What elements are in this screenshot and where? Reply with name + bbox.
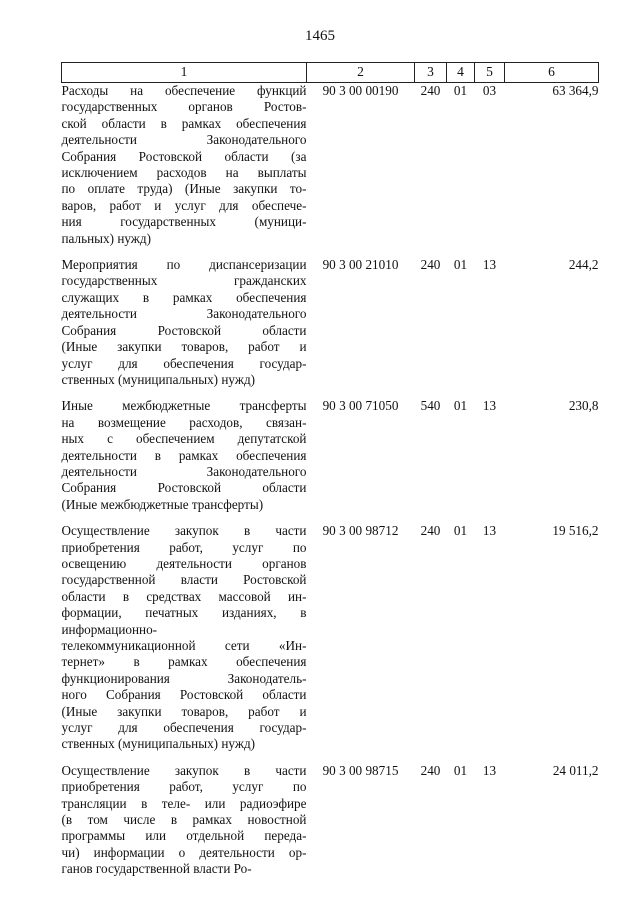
description-line: приобретения работ, услуг по <box>61 779 307 795</box>
row-subsection: 13 <box>482 762 497 778</box>
description-line: (Иные закупки товаров, работ и <box>61 339 307 355</box>
description-line: ской области в рамках обеспечения <box>61 115 307 131</box>
description-line: услуг для обеспечения государ- <box>61 720 307 736</box>
row-spacer-cell <box>62 513 599 523</box>
description-line: (Иные межбюджетные трансферты) <box>61 496 264 512</box>
row-subsection: 13 <box>482 398 497 414</box>
row-description <box>62 83 307 248</box>
description-line: Иные межбюджетные трансферты <box>61 398 307 414</box>
description-line: Собрания Ростовской области <box>61 322 307 338</box>
description-line: трансляции в теле- или радиоэфире <box>61 795 307 811</box>
header-col-3: 3 <box>415 63 447 83</box>
row-description <box>62 763 307 878</box>
description-line: Расходы на обеспечение функций <box>61 83 307 98</box>
row-section: 01 <box>453 523 468 539</box>
description-line: деятельности Законодательного <box>61 463 307 479</box>
row-section: 01 <box>453 257 468 273</box>
table-row <box>62 523 599 753</box>
row-budget-code: 90 3 00 00190 <box>322 83 399 98</box>
description-line: телекоммуникационной сети «Ин- <box>61 638 307 653</box>
row-subsection: 13 <box>482 257 497 273</box>
row-budget-code: 90 3 00 98712 <box>322 523 399 539</box>
description-line: области в средствах массовой ин- <box>61 588 307 604</box>
row-amount: 230,8 <box>568 398 599 414</box>
row-spacer-cell <box>62 247 599 257</box>
description-line: по оплате труда) (Иные закупки то- <box>61 181 307 197</box>
description-line: освещению деятельности органов <box>61 555 307 571</box>
row-amount: 63 364,9 <box>552 83 599 98</box>
description-line: варов, работ и услуг для обеспече- <box>61 197 307 213</box>
header-col-1: 1 <box>62 63 307 83</box>
description-line: Осуществление закупок в части <box>61 523 307 539</box>
row-section: 01 <box>453 762 468 778</box>
row-spacer <box>62 247 599 257</box>
row-expense-type: 540 <box>420 398 441 414</box>
description-line: ственных (муниципальных) нужд) <box>61 736 256 752</box>
description-line: формации, печатных изданиях, в <box>61 605 307 621</box>
description-line: на возмещение расходов, связан- <box>61 414 307 430</box>
row-expense-type: 240 <box>420 762 441 778</box>
description-line: служащих в рамках обеспечения <box>61 289 307 305</box>
row-section: 01 <box>453 398 468 414</box>
description-line: Осуществление закупок в части <box>61 762 307 778</box>
description-line: деятельности Законодательного <box>61 306 307 322</box>
row-spacer <box>62 513 599 523</box>
description-line: деятельности Законодательного <box>61 132 307 148</box>
description-line: исключением расходов на выплаты <box>61 165 307 181</box>
description-line: деятельности в рамках обеспечения <box>61 447 307 463</box>
table-row <box>62 83 599 248</box>
row-section: 01 <box>453 83 468 98</box>
row-amount: 244,2 <box>568 257 599 273</box>
description-line: функционирования Законодатель- <box>61 670 307 686</box>
description-line: ния государственных (муници- <box>61 214 307 230</box>
row-subsection: 13 <box>482 523 497 539</box>
table-body <box>62 83 599 878</box>
row-subsection: 03 <box>482 83 497 98</box>
description-line: (в том числе в рамках новостной <box>61 812 307 828</box>
row-spacer-cell <box>62 753 599 763</box>
row-description <box>62 257 307 388</box>
description-line: программы или отдельной переда- <box>61 828 307 844</box>
description-line: информационно- <box>61 621 158 637</box>
row-budget-code: 90 3 00 71050 <box>322 398 399 414</box>
description-line: ного Собрания Ростовской области <box>61 687 307 703</box>
description-line: (Иные закупки товаров, работ и <box>61 703 307 719</box>
description-line: услуг для обеспечения государ- <box>61 355 307 371</box>
row-spacer-cell <box>62 388 599 398</box>
description-line: государственных гражданских <box>61 273 307 289</box>
description-line: Мероприятия по диспансеризации <box>61 257 307 273</box>
row-description <box>62 523 307 753</box>
description-line: ных с обеспечением депутатской <box>61 431 307 447</box>
description-line: тернет» в рамках обеспечения <box>61 654 307 670</box>
header-col-2: 2 <box>307 63 415 83</box>
description-line: пальных) нужд) <box>61 230 152 246</box>
row-amount: 19 516,2 <box>552 523 599 539</box>
description-line: чи) информации о деятельности ор- <box>61 844 307 860</box>
row-expense-type: 240 <box>420 523 441 539</box>
table-row <box>62 763 599 878</box>
row-description <box>62 398 307 513</box>
row-spacer <box>62 388 599 398</box>
row-expense-type: 240 <box>420 83 441 98</box>
table-header <box>62 63 599 83</box>
header-col-6: 6 <box>505 63 599 83</box>
description-line: ганов государственной власти Ро- <box>61 861 252 877</box>
page-number: 1465 <box>305 28 335 44</box>
description-line: приобретения работ, услуг по <box>61 539 307 555</box>
header-col-4: 4 <box>447 63 475 83</box>
description-line: государственной власти Ростовской <box>61 572 307 588</box>
row-spacer <box>62 753 599 763</box>
row-expense-type: 240 <box>420 257 441 273</box>
table-row <box>62 398 599 513</box>
description-line: ственных (муниципальных) нужд) <box>61 371 256 387</box>
budget-table <box>61 62 599 878</box>
row-budget-code: 90 3 00 98715 <box>322 762 399 778</box>
row-budget-code: 90 3 00 21010 <box>322 257 399 273</box>
description-line: Собрания Ростовской области <box>61 480 307 496</box>
description-line: государственных органов Ростов- <box>61 99 307 115</box>
header-col-5: 5 <box>475 63 505 83</box>
table-row <box>62 257 599 388</box>
row-amount: 24 011,2 <box>552 762 599 778</box>
description-line: Собрания Ростовской области (за <box>61 148 307 164</box>
